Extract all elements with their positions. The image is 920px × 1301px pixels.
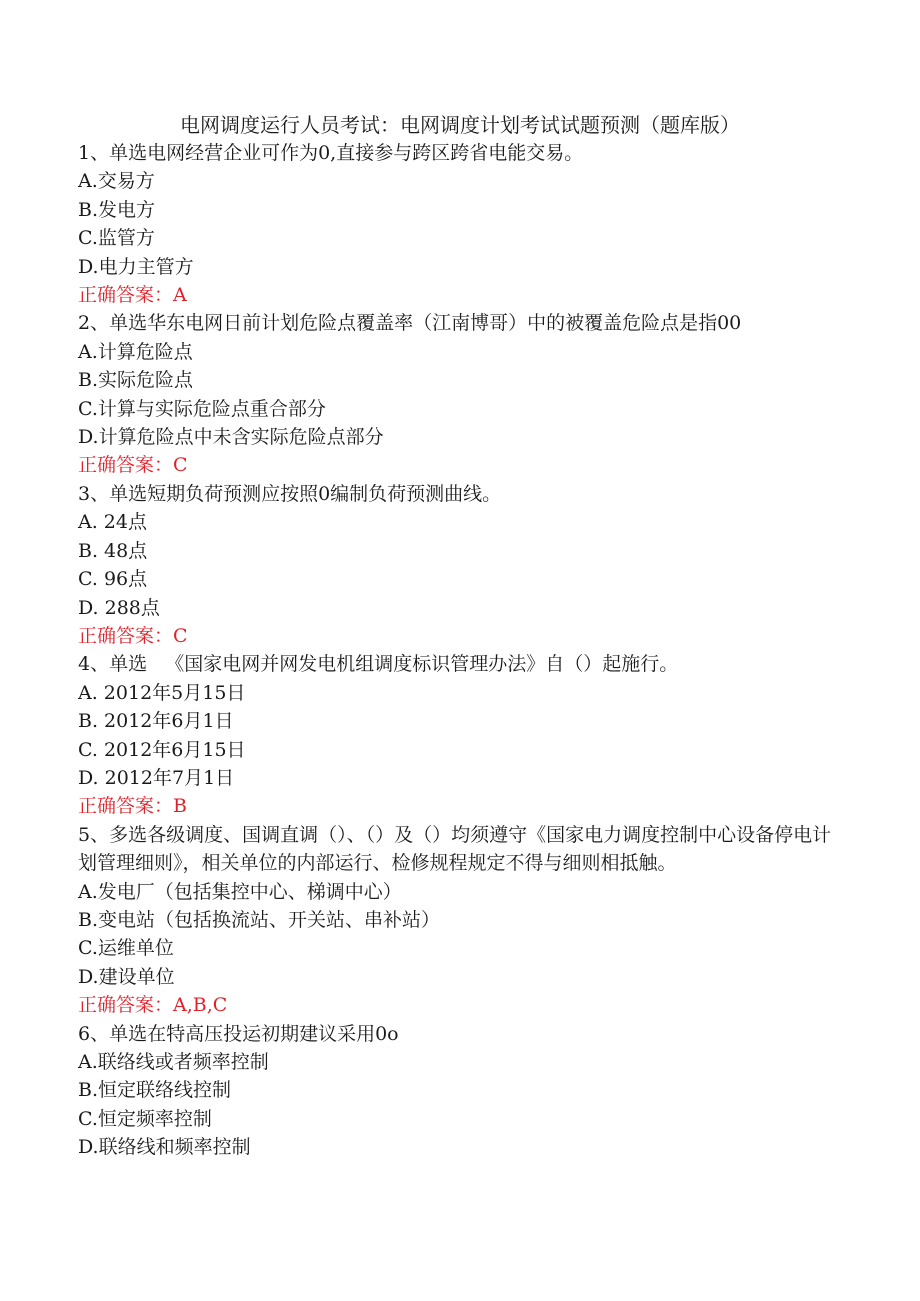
answer-value: C — [173, 454, 188, 477]
answer-value: B — [173, 795, 187, 818]
option-c: C. 2012年6月15日 — [78, 738, 246, 761]
option-c: C.运维单位 — [78, 937, 174, 960]
option-d: D.联络线和频率控制 — [78, 1136, 251, 1159]
question-stem: 5、多选各级调度、国调直调（）、（）及（）均须遵守《国家电力调度控制中心设备停电计划管理细则》，相关单位的内部运行、检修规程规定不得与细则相抵触。 — [78, 823, 832, 875]
option-b: B.发电方 — [78, 198, 156, 221]
option-b: B.变电站（包括换流站、开关站、串补站） — [78, 908, 441, 931]
option-b: B.恒定联络线控制 — [78, 1079, 232, 1102]
answer-label: 正确答案： — [78, 624, 174, 647]
option-d: D.建设单位 — [78, 965, 175, 988]
option-a: A.计算危险点 — [78, 340, 193, 363]
answer-value: C — [173, 624, 188, 647]
question-block — [78, 139, 848, 309]
correct-answer — [78, 451, 848, 479]
option-b: B. 48点 — [78, 539, 148, 562]
answer-label: 正确答案： — [78, 454, 174, 477]
question-stem: 6、单选在特高压投运初期建议采用0o — [78, 1022, 399, 1045]
document-title: 电网调度运行人员考试：电网调度计划考试试题预测（题库版） — [180, 113, 740, 137]
option-c: C.监管方 — [78, 227, 155, 250]
option-a: A.发电厂（包括集控中心、梯调中心） — [78, 880, 402, 903]
question-stem: 2、单选华东电网日前计划危险点覆盖率（江南博哥）中的被覆盖危险点是指00 — [78, 312, 742, 335]
question-block — [78, 480, 848, 650]
answer-label: 正确答案： — [78, 795, 174, 818]
question-stem: 4、单选 《国家电网并网发电机组调度标识管理办法》自（）起施行。 — [78, 653, 679, 676]
correct-answer — [78, 281, 848, 309]
option-c: C. 96点 — [78, 568, 148, 591]
option-d: D. 288点 — [78, 596, 160, 619]
question-stem: 1、单选电网经营企业可作为0,直接参与跨区跨省电能交易。 — [78, 142, 584, 164]
option-d: D. 2012年7月1日 — [78, 766, 235, 789]
option-b: B.实际危险点 — [78, 369, 194, 392]
answer-value: A — [173, 284, 187, 307]
option-a: A. 24点 — [78, 511, 147, 534]
question-block — [78, 650, 848, 820]
question-block — [78, 309, 848, 479]
answer-label: 正确答案： — [78, 284, 174, 307]
option-a: A.联络线或者频率控制 — [78, 1051, 269, 1073]
option-d: D.计算危险点中未含实际危险点部分 — [78, 426, 384, 449]
correct-answer — [78, 792, 848, 820]
correct-answer — [78, 991, 848, 1019]
answer-label: 正确答案： — [78, 994, 174, 1017]
correct-answer — [78, 622, 848, 650]
question-block — [78, 1020, 848, 1162]
question-list — [78, 139, 848, 1162]
option-b: B. 2012年6月1日 — [78, 710, 234, 733]
option-a: A. 2012年5月15日 — [78, 681, 246, 704]
option-c: C.计算与实际危险点重合部分 — [78, 397, 326, 420]
option-d: D.电力主管方 — [78, 255, 194, 278]
option-c: C.恒定频率控制 — [78, 1107, 212, 1130]
question-stem: 3、单选短期负荷预测应按照0编制负荷预测曲线。 — [78, 482, 502, 505]
question-block — [78, 821, 848, 1020]
answer-value: A,B,C — [173, 994, 228, 1017]
option-a: A.交易方 — [78, 170, 155, 193]
